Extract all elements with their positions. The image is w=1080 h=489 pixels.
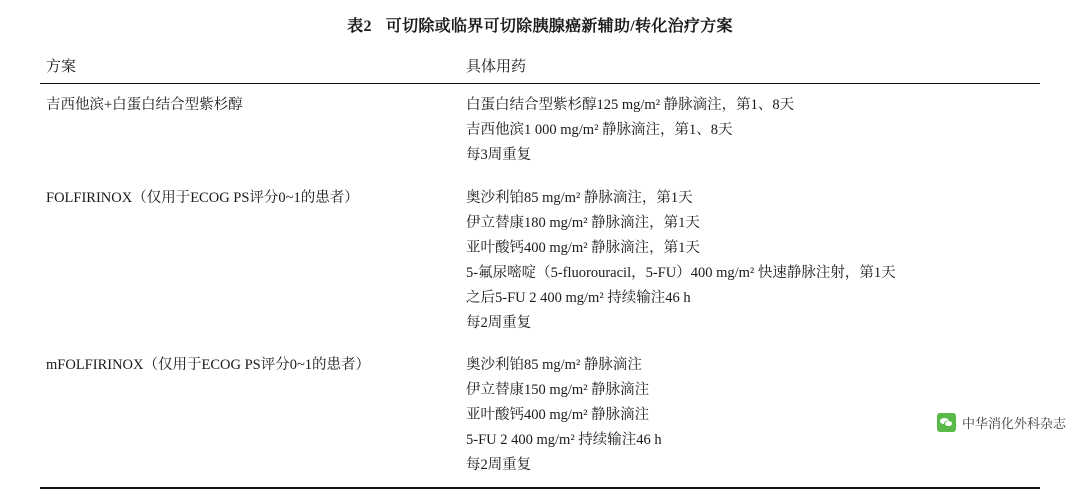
journal-watermark — [937, 413, 1066, 432]
scheme-name: mFOLFIRINOX（仅用于ECOG PS评分0~1的患者） — [46, 357, 371, 374]
table-row — [40, 344, 1040, 488]
table-row — [40, 84, 1040, 177]
table-row — [40, 177, 1040, 345]
table-body — [40, 84, 1040, 489]
scheme-name: 吉西他滨+白蛋白结合型紫杉醇 — [46, 97, 243, 113]
table-title: 可切除或临界可切除胰腺癌新辅助/转化治疗方案 — [385, 18, 733, 35]
drug-line: 5-氟尿嘧啶（5-fluorouracil，5-FU）400 mg/m² 快速静脉注射，第1天 — [466, 264, 896, 281]
drug-line: 每2周重复 — [466, 314, 532, 331]
drug-line: 之后5-FU 2 400 mg/m² 持续输注46 h — [466, 289, 691, 306]
row-scheme-cell — [40, 177, 460, 345]
scheme-name: FOLFIRINOX（仅用于ECOG PS评分0~1的患者） — [46, 189, 359, 206]
column-header-drugs: 具体用药 — [460, 49, 1040, 84]
drug-line: 吉西他滨1 000 mg/m² 静脉滴注，第1、8天 — [466, 121, 733, 138]
row-scheme-cell — [40, 344, 460, 488]
drug-line: 伊立替康150 mg/m² 静脉滴注 — [466, 382, 650, 399]
drug-line: 亚叶酸钙400 mg/m² 静脉滴注，第1天 — [466, 239, 700, 256]
regimen-table — [40, 49, 1040, 489]
row-drugs-cell — [460, 177, 1040, 345]
drug-line: 奥沙利铂85 mg/m² 静脉滴注 — [466, 357, 642, 374]
journal-name: 中华消化外科杂志 — [961, 416, 1066, 431]
wechat-icon — [937, 413, 956, 432]
drug-line: 每3周重复 — [466, 146, 532, 163]
drug-line: 5-FU 2 400 mg/m² 持续输注46 h — [466, 432, 662, 449]
drug-line: 白蛋白结合型紫杉醇125 mg/m² 静脉滴注，第1、8天 — [466, 97, 795, 113]
row-drugs-cell — [460, 84, 1040, 177]
table-head — [40, 49, 1040, 84]
table-caption — [0, 0, 1080, 36]
drug-line: 奥沙利铂85 mg/m² 静脉滴注，第1天 — [466, 189, 693, 206]
column-header-scheme: 方案 — [40, 49, 460, 84]
drug-line: 亚叶酸钙400 mg/m² 静脉滴注 — [466, 407, 650, 424]
drug-line: 每2周重复 — [466, 457, 532, 474]
row-scheme-cell — [40, 84, 460, 177]
drug-line: 伊立替康180 mg/m² 静脉滴注，第1天 — [466, 214, 700, 231]
table-number: 表2 — [347, 18, 372, 35]
table-header-row — [40, 49, 1040, 84]
